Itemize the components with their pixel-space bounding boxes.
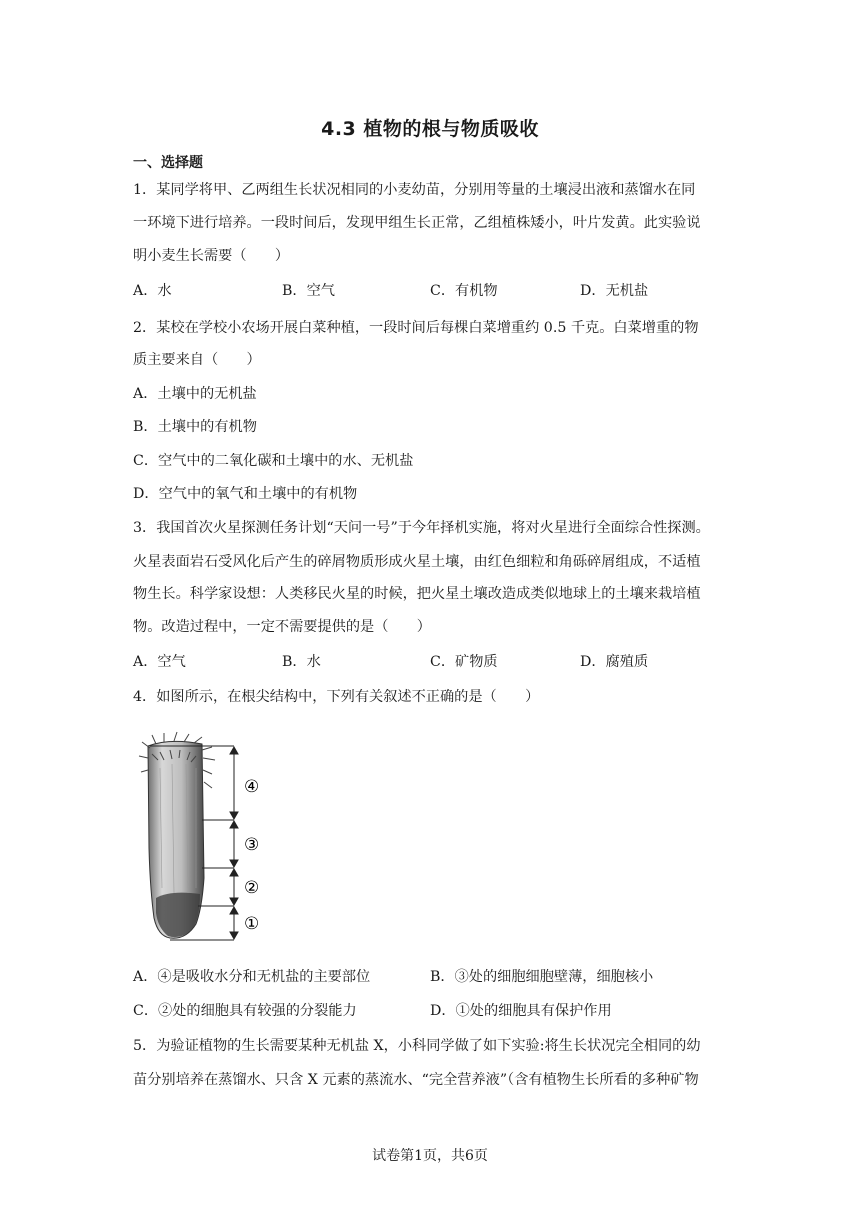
q1-option-b: B．空气 — [282, 283, 335, 299]
q1-line-3: 明小麦生长需要（ ） — [133, 248, 290, 264]
q3-option-d: D．腐殖质 — [580, 654, 649, 670]
q2-line-1: 2．某校在学校小农场开展白菜种植，一段时间后每棵白菜增重约 0.5 千克。白菜增重的物 — [133, 320, 699, 336]
q3-line-1: 3．我国首次火星探测任务计划“天问一号”于今年择机实施，将对火星进行全面综合性探测。 — [133, 520, 710, 536]
q1-line-1: 1．某同学将甲、乙两组生长状况相同的小麦幼苗，分别用等量的土壤浸出液和蒸馏水在同 — [133, 182, 696, 198]
q5-line-2: 苗分别培养在蒸馏水、只含 X 元素的蒸流水、“完全营养液”（含有植物生长所看的多种矿物 — [133, 1072, 699, 1088]
q4-option-d: D．①处的细胞具有保护作用 — [430, 1003, 612, 1019]
q3-option-b: B．水 — [282, 654, 321, 670]
q1-option-c: C．有机物 — [430, 283, 498, 299]
q4-option-a: A．④是吸收水分和无机盐的主要部位 — [133, 969, 371, 985]
label-zone-2: ② — [244, 878, 260, 898]
q1-option-d: D．无机盐 — [580, 283, 649, 299]
q3-option-a: A．空气 — [133, 654, 186, 670]
root-tip-diagram — [130, 728, 270, 948]
q3-line-4: 物。改造过程中，一定不需要提供的是（ ） — [133, 619, 431, 635]
q2-option-c: C．空气中的二氧化碳和土壤中的水、无机盐 — [133, 453, 414, 469]
q1-option-a: A．水 — [133, 283, 172, 299]
q4-line-1: 4．如图所示，在根尖结构中，下列有关叙述不正确的是（ ） — [133, 689, 540, 705]
q3-option-c: C．矿物质 — [430, 654, 498, 670]
q2-line-2: 质主要来自（ ） — [133, 352, 261, 368]
label-zone-1: ① — [244, 914, 260, 934]
q2-option-d: D．空气中的氧气和土壤中的有机物 — [133, 486, 358, 502]
root-tip-figure — [130, 728, 270, 948]
page-title: 4.3 植物的根与物质吸收 — [321, 118, 539, 140]
label-zone-3: ③ — [244, 835, 260, 855]
section-heading: 一、选择题 — [133, 155, 203, 171]
label-zone-4: ④ — [244, 777, 260, 797]
q5-line-1: 5．为验证植物的生长需要某种无机盐 X，小科同学做了如下实验:将生长状况完全相同的幼 — [133, 1038, 701, 1054]
q4-option-c: C．②处的细胞具有较强的分裂能力 — [133, 1003, 357, 1019]
q4-option-b: B．③处的细胞细胞壁薄，细胞核小 — [430, 969, 654, 985]
q3-line-3: 物生长。科学家设想：人类移民火星的时候，把火星土壤改造成类似地球上的土壤来栽培植 — [133, 586, 701, 602]
q2-option-a: A．土壤中的无机盐 — [133, 386, 257, 402]
q1-line-2: 一环境下进行培养。一段时间后，发现甲组生长正常，乙组植株矮小，叶片发黄。此实验说 — [133, 215, 701, 231]
page-footer: 试卷第1页，共6页 — [372, 1148, 488, 1164]
q3-line-2: 火星表面岩石受风化后产生的碎屑物质形成火星土壤，由红色细粒和角砾碎屑组成，不适植 — [133, 554, 701, 570]
q2-option-b: B．土壤中的有机物 — [133, 419, 257, 435]
zone-arrows — [230, 747, 238, 939]
